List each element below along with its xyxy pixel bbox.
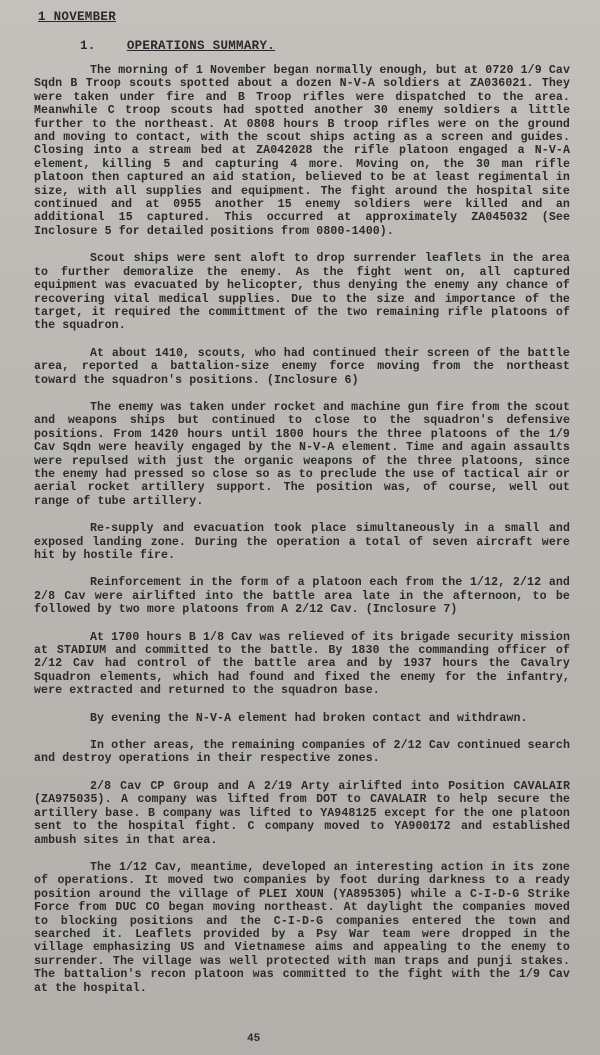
paragraph: By evening the N-V-A element had broken contact and withdrawn. [90,711,528,725]
paragraph: Re-supply and evacuation took place simultaneously in a small and exposed landing zone. During the operation a total of seven aircraft were hit by hostile fire. [34,522,570,562]
section-number: 1. [80,39,96,53]
bleed-through-text [345,30,352,44]
paragraph: At 1700 hours B 1/8 Cav was relieved of its brigade security mission at STADIUM and committed to the battle. By 1830 the commanding officer of 2/12 Cav had control of the battle area and by 1937 hours the Cavalry Squadron elements, which had found and fixed the enemy for the infantry, were extracted and returned to the squadron base. [34,630,570,698]
page-number: 45 [247,1033,261,1045]
body-text [34,64,570,1009]
paragraph: Scout ships were sent aloft to drop surrender leaflets in the area to further demoralize the enemy. As the fight went on, all captured equipment was evacuated by helicopter, thus denying the enemy any chance of recovering vital medical supplies. Due to the size and importance of the target, it required the committment of the two remaining rifle platoons of the squadron. [34,252,570,333]
section-title-text: OPERATIONS SUMMARY. [126,39,276,53]
paragraph: The 1/12 Cav, meantime, developed an interesting action in its zone of operations. It moved two companies by foot during darkness to a ready position around the village of PLEI XOUN (YA895305) while a C-I-D-G Strike Force from DUC CO began moving northeast. At daylight the companies moved to blocking positions and the C-I-D-G companies entered the town and searched it. Leaflets provided by a Psy War team were dropped in the village emphasizing US and Vietnamese aims and appealing to the enemy to surrender. The village was well protected with man traps and punji stakes. The battalion's recon platoon was committed to the fight with the 1/9 Cav at the hospital. [34,860,570,995]
paragraph: 2/8 Cav CP Group and A 2/19 Arty airlifted into Position CAVALAIR (ZA975035). A company was lifted from DOT to CAVALAIR to help secure the artillery base. B company was lifted to YA948125 except for the one platoon sent to the hospital fight. C company moved to YA900172 and established ambush sites in that area. [34,779,570,847]
bleed-through-text [576,840,594,870]
paragraph: At about 1410, scouts, who had continued their screen of the battle area, reported a battalion-size enemy force moving from the northeast toward the squadron's positions. (Inclosure 6) [34,346,570,387]
paragraph: The morning of 1 November began normally enough, but at 0720 1/9 Cav Sqdn B Troop scouts spotted about a dozen N-V-A soldiers at ZA036021. They were taken under fire and B Troop rifles were dispatched to the area. Meanwhile C troop scouts had spotted another 30 enemy soldiers a little further to the northeast. At 0808 hours B troop rifles were on the ground and moving to contact, with the scout ships acting as a screen and guides. Closing into a stream bed at ZA042028 the rifle platoon engaged a N-V-A element, killing 5 and capturing 4 more. Moving on, the 30 man rifle platoon then captured an aid station, believed to be at least regimental in size, with all supplies and equipment. The fight around the hospital site continued and at 0955 another 15 enemy soldiers were killed and an additional 15 captured. This occurred at approximately ZA045032 (See Inclosure 5 for detailed positions from 0800-1400). [34,64,570,238]
paragraph: The enemy was taken under rocket and machine gun fire from the scout and weapons ships but continued to close to the squadron's defensive positions. From 1420 hours until 1800 hours the three platoons of the 1/9 Cav Sqdn were heavily engaged by the N-V-A element. Time and again assaults were repulsed with just the organic weapons of the three platoons, since the enemy had pressed so close so as to preclude the use of tactical air or aerial rocket artillery support. The position was, of course, well out range of tube artillery. [34,400,570,508]
paragraph: Reinforcement in the form of a platoon each from the 1/12, 2/12 and 2/8 Cav were airlifted into the battle area late in the afternoon, to be followed by two more platoons from A 2/12 Cav. (Inclosure 7) [34,576,570,617]
date-heading: 1 NOVEMBER [38,10,117,24]
paragraph: In other areas, the remaining companies of 2/12 Cav continued search and destroy operations in their respective zones. [34,739,570,766]
section-title [80,39,275,53]
